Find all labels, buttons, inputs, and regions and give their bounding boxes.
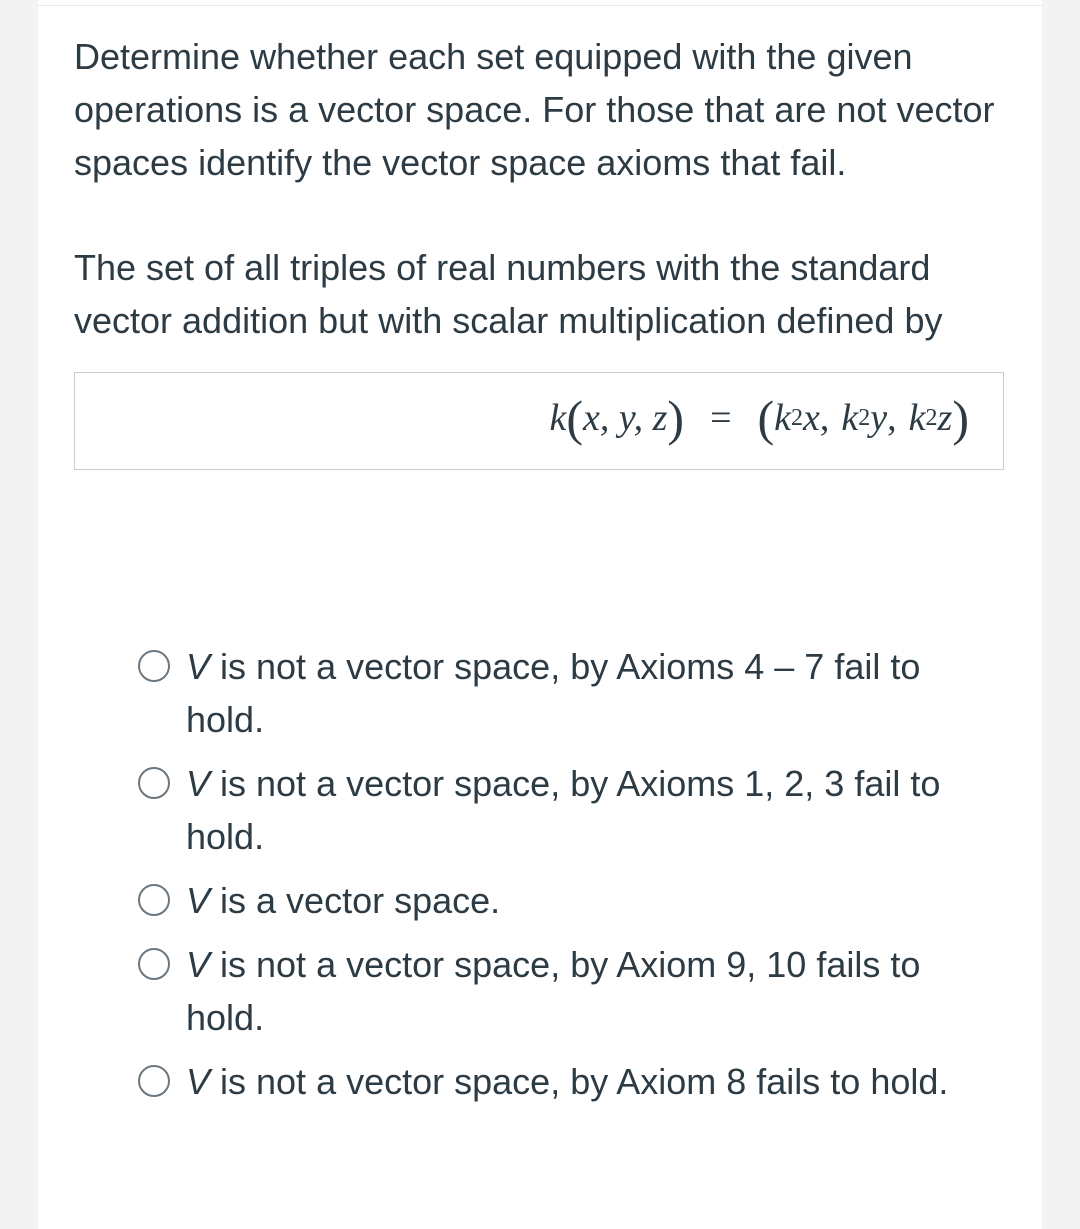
eq-y: y [870, 397, 888, 439]
eq-k3: k [908, 397, 926, 439]
eq-exp3: 2 [925, 404, 938, 431]
question-description: The set of all triples of real numbers with the standard vector addition but with scalar multiplication defined by [74, 247, 943, 341]
eq-k2: k [841, 397, 859, 439]
answer-option[interactable] [136, 938, 956, 1044]
equation-box [74, 372, 1004, 470]
answer-option[interactable] [136, 1055, 956, 1108]
eq-vars: x, y, z [582, 397, 668, 439]
eq-exp2: 2 [858, 404, 871, 431]
eq-x: x [803, 397, 820, 439]
card-divider [38, 5, 1042, 6]
radio-button[interactable] [138, 884, 170, 916]
answer-option[interactable] [136, 640, 956, 746]
radio-button[interactable] [138, 767, 170, 799]
answer-options [136, 640, 956, 1119]
eq-scalar: k [549, 397, 567, 439]
scalar-multiplication-equation: k ( x, y, z ) = ( k 2 x , k 2 y , k 2 z ) [549, 390, 969, 446]
option-label[interactable]: V is not a vector space, by Axiom 9, 10 fails to hold. [186, 944, 921, 1038]
radio-button[interactable] [138, 1065, 170, 1097]
question-prompt: Determine whether each set equipped with the given operations is a vector space. For those that are not vector spaces identify the vector space axioms that fail. [74, 36, 995, 183]
option-label[interactable]: V is not a vector space, by Axioms 1, 2, 3 fail to hold. [186, 763, 941, 857]
radio-button[interactable] [138, 650, 170, 682]
option-label[interactable]: V is not a vector space, by Axiom 8 fails to hold. [186, 1061, 949, 1102]
answer-option[interactable] [136, 757, 956, 863]
eq-exp1: 2 [791, 404, 804, 431]
radio-button[interactable] [138, 948, 170, 980]
eq-k1: k [774, 397, 792, 439]
option-label[interactable]: V is not a vector space, by Axioms 4 – 7 fail to hold. [186, 646, 921, 740]
option-label[interactable]: V is a vector space. [186, 880, 501, 921]
answer-option[interactable] [136, 874, 956, 927]
eq-equals: = [710, 397, 732, 439]
eq-z: z [937, 397, 953, 439]
